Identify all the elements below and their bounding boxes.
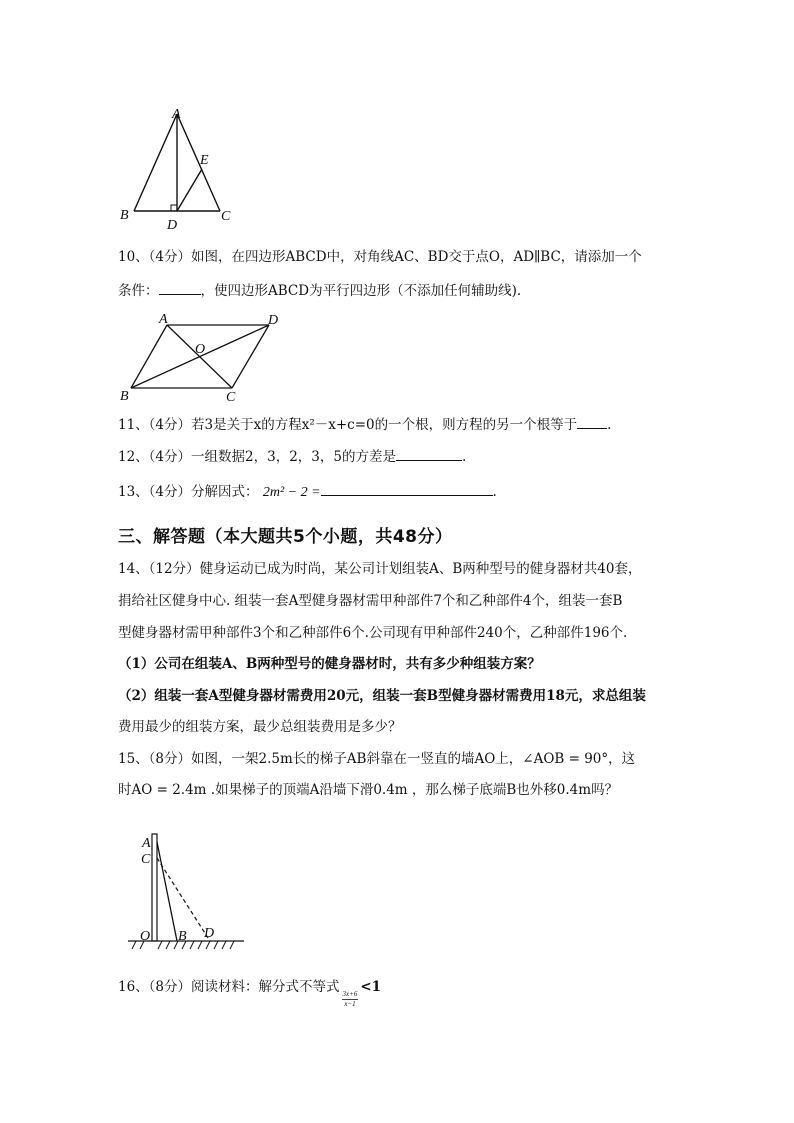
- question-13-expr: 2m² − 2 =: [262, 485, 321, 500]
- inequality-rhs: <1: [360, 979, 382, 995]
- label-o: O: [140, 929, 151, 944]
- section-heading: 三、解答题（本大题共5个小题，共48分）: [118, 527, 453, 547]
- triangle-figure: [110, 100, 250, 235]
- question-13: [118, 482, 497, 502]
- question-12-end: .: [461, 449, 467, 465]
- answer-blank-11[interactable]: [577, 415, 607, 429]
- question-12: [118, 447, 466, 466]
- fraction: [342, 990, 359, 1009]
- question-15-line2: 时AO = 2.4m .如果梯子的顶端A沿墙下滑0.4m ，那么梯子底端B也外移0.4m吗？: [118, 782, 619, 798]
- question-12-text: 12、（4分）一组数据2，3，2，3，5的方差是: [118, 449, 396, 465]
- ladder-figure: [122, 822, 257, 957]
- question-16: [118, 978, 382, 1008]
- question-14-sub1: （1）公司在组装A、B两种型号的健身器材时，共有多少种组装方案？: [118, 656, 541, 672]
- question-13-end: .: [492, 484, 497, 500]
- label-d: D: [204, 926, 215, 941]
- question-14-sub2b: 费用最少的组装方案，最少总组装费用是多少？: [118, 719, 402, 735]
- parallelogram-figure: [112, 308, 292, 403]
- label-a: A: [159, 312, 168, 327]
- label-b: B: [120, 208, 129, 223]
- answer-blank-12[interactable]: [396, 447, 462, 461]
- answer-blank-13[interactable]: [321, 482, 493, 496]
- question-10-line2a: 条件：: [118, 283, 159, 299]
- label-b: B: [120, 389, 129, 404]
- question-11: [118, 415, 611, 434]
- question-14-line1: 14、（12分）健身运动已成为时尚，某公司计划组装A、B两种型号的健身器材共40套，: [118, 561, 642, 577]
- label-e: E: [200, 153, 209, 168]
- label-d: D: [167, 218, 178, 233]
- fraction-denominator: x−1: [344, 1000, 356, 1008]
- label-a: A: [142, 836, 151, 851]
- label-c: C: [221, 209, 231, 224]
- question-13-text: 13、（4分）分解因式：: [118, 484, 259, 500]
- question-10-line2: [118, 281, 521, 300]
- label-a: A: [172, 107, 181, 122]
- label-c: C: [226, 390, 236, 405]
- question-14-sub2a: （2）组装一套A型健身器材需费用20元，组装一套B型健身器材需费用18元，求总组装: [118, 688, 646, 704]
- answer-blank-10[interactable]: [159, 281, 201, 295]
- question-10-line1: 10、（4分）如图，在四边形ABCD中，对角线AC、BD交于点O，AD∥BC，请添加一个: [118, 249, 642, 265]
- question-14-line2: 捐给社区健身中心. 组装一套A型健身器材需甲种部件7个和乙种部件4个，组装一套B: [118, 593, 623, 609]
- question-15-line1: 15、（8分）如图，一架2.5m长的梯子AB斜靠在一竖直的墙AO上，∠AOB = 90°，这: [118, 751, 636, 767]
- label-o: O: [195, 342, 206, 357]
- question-16-text: 16、（8分）阅读材料：解分式不等式: [118, 979, 340, 995]
- question-11-text: 11、（4分）若3是关于x的方程x²－x+c=0的一个根，则方程的另一个根等于: [118, 417, 578, 433]
- question-14-line3: 型健身器材需甲种部件3个和乙种部件6个.公司现有甲种部件240个，乙种部件196个.: [118, 625, 628, 641]
- question-10-line2b: ，使四边形ABCD为平行四边形（不添加任何辅助线).: [200, 283, 522, 299]
- label-d: D: [268, 313, 279, 328]
- fraction-numerator: 3x+6: [342, 990, 358, 998]
- label-b: B: [178, 929, 187, 944]
- question-11-end: .: [607, 417, 612, 433]
- label-c: C: [141, 852, 151, 867]
